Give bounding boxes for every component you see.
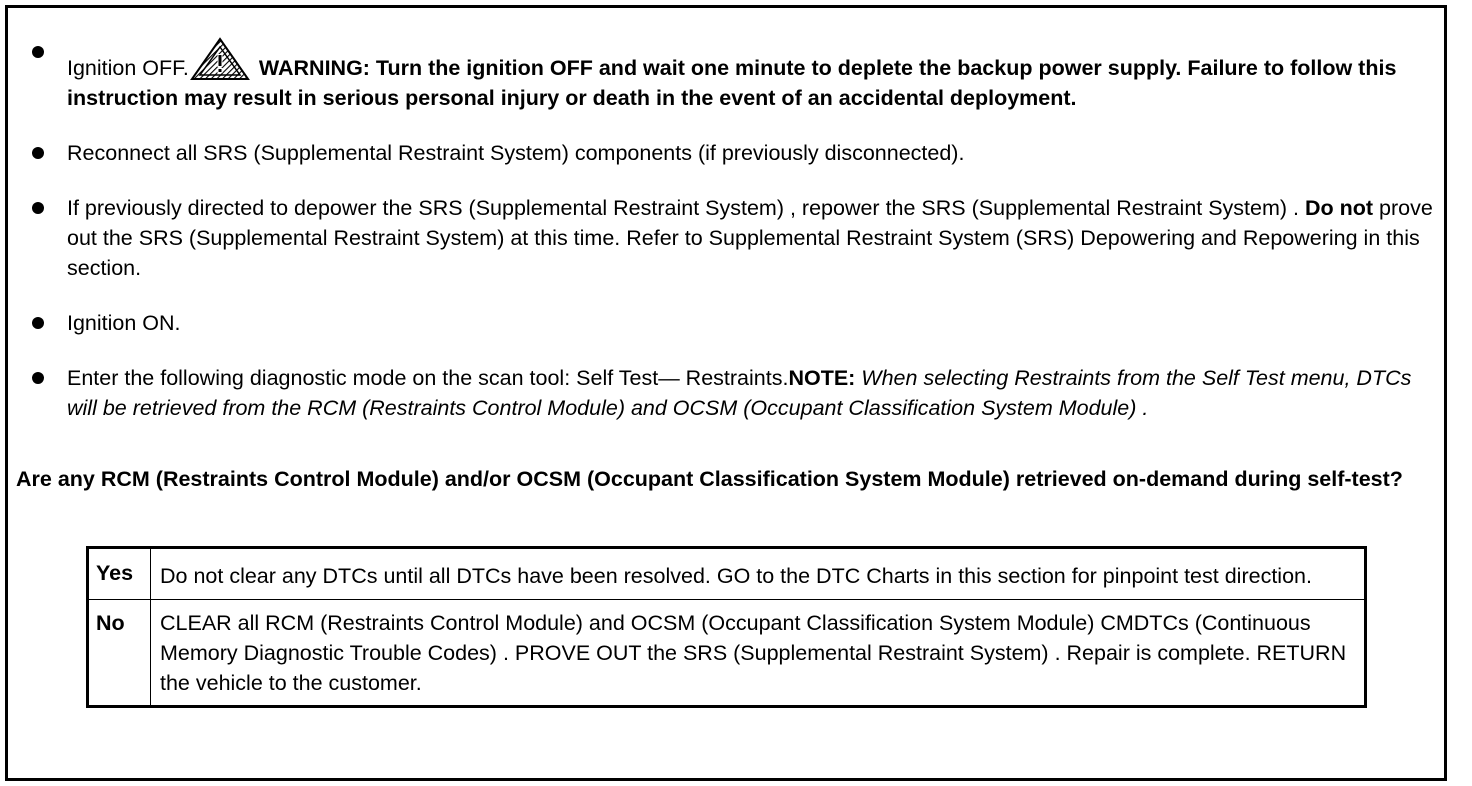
step-text-continued: prove out the SRS (Supplemental Restraint System) at this time. Refer to Supplemental Restraint System (SRS) Depowering and Repowering in this section. — [67, 196, 1433, 280]
step-text: Enter the following diagnostic mode on the scan tool: Self Test— Restraints. — [67, 366, 789, 390]
bullet-icon — [32, 46, 44, 58]
answer-table — [86, 546, 1367, 708]
warning-text: WARNING: Turn the ignition OFF and wait one minute to deplete the backup power supply. Failure to follow this instruction may result in serious personal injury or death in the event of an accidental deployment. — [67, 56, 1397, 110]
table-row — [88, 600, 1366, 707]
bullet-icon — [32, 317, 44, 329]
answer-value-yes: Do not clear any DTCs until all DTCs have been resolved. GO to the DTC Charts in this section for pinpoint test direction. — [151, 548, 1366, 600]
step-list — [8, 37, 1444, 448]
warning-triangle-icon — [190, 37, 250, 81]
note-label: NOTE: — [788, 366, 856, 390]
step-ignition-on — [8, 308, 1444, 338]
step-text: Reconnect all SRS (Supplemental Restraint System) components (if previously disconnected). — [67, 141, 965, 165]
answer-key-no: No — [88, 600, 151, 707]
question-heading: Are any RCM (Restraints Control Module) and/or OCSM (Occupant Classification System Module) retrieved on-demand during self-test? — [16, 467, 1403, 491]
step-text: Ignition OFF. — [67, 56, 189, 80]
bullet-icon — [32, 147, 44, 159]
step-text: If previously directed to depower the SRS (Supplemental Restraint System) , repower the SRS (Supplemental Restraint System) . — [67, 196, 1305, 220]
table-row — [88, 548, 1366, 600]
step-text: Ignition ON. — [67, 311, 181, 335]
step-ignition-off — [8, 37, 1444, 113]
bullet-icon — [32, 202, 44, 214]
note-text: When selecting Restraints from the Self Test menu, DTCs will be retrieved from the RCM (Restraints Control Module) and OCSM (Occupant Classification System Module) . — [67, 366, 1412, 420]
step-diagnostic-mode — [8, 363, 1444, 423]
answer-key-yes: Yes — [88, 548, 151, 600]
step-reconnect — [8, 138, 1444, 168]
answer-value-no: CLEAR all RCM (Restraints Control Module) and OCSM (Occupant Classification System Module) CMDTCs (Continuous Memory Diagnostic Trouble Codes) . PROVE OUT the SRS (Supplemental Restraint System) . Repair is complete. RETURN the vehicle to the customer. — [151, 600, 1366, 707]
step-emphasis: Do not — [1304, 196, 1374, 220]
procedure-frame — [5, 5, 1447, 781]
step-repower — [8, 193, 1444, 283]
bullet-icon — [32, 372, 44, 384]
